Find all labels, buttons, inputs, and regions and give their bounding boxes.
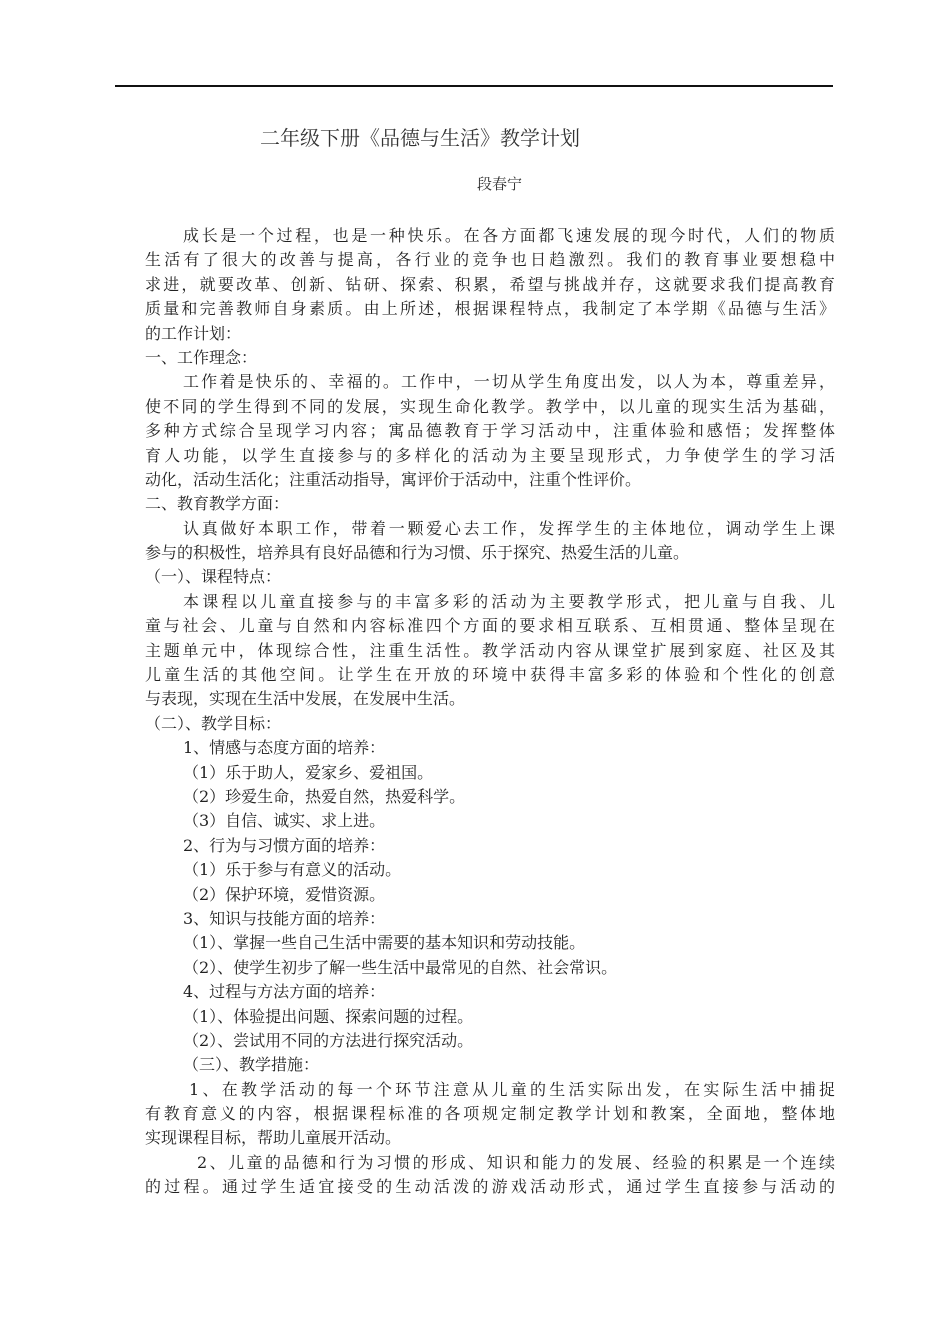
body-line: 与表现，实现在生活中发展，在发展中生活。 [145, 689, 466, 709]
body-line: 求进，就要改革、创新、钻研、探索、积累，希望与挑战并存，这就要求我们提高教育 [145, 274, 835, 294]
list-item: （1）、体验提出问题、探索问题的过程。 [183, 1006, 474, 1026]
body-line: 2、儿童的品德和行为习惯的形成、知识和能力的发展、经验的积累是一个连续 [197, 1152, 835, 1172]
body-line: 使不同的学生得到不同的发展，实现生命化教学。教学中，以儿童的现实生活为基础， [145, 396, 835, 416]
list-item: （3）自信、诚实、求上进。 [183, 811, 386, 831]
body-line: 主题单元中，体现综合性，注重生活性。教学活动内容从课堂扩展到家庭、社区及其 [145, 640, 835, 660]
list-item: （2）、尝试用不同的方法进行探究活动。 [183, 1030, 474, 1050]
list-item: （1）乐于助人，爱家乡、爱祖国。 [183, 762, 434, 782]
body-line: 成长是一个过程，也是一种快乐。在各方面都飞速发展的现今时代，人们的物质 [183, 226, 835, 245]
list-heading: 3、知识与技能方面的培养： [183, 908, 386, 928]
body-line: 1、在教学活动的每一个环节注意从儿童的生活实际出发，在实际生活中捕捉 [189, 1079, 835, 1099]
list-item: （1）乐于参与有意义的活动。 [183, 860, 402, 880]
body-line: 儿童生活的其他空间。让学生在开放的环境中获得丰富多彩的体验和个性化的创意 [145, 665, 835, 685]
list-heading: 4、过程与方法方面的培养： [183, 982, 386, 1002]
body-line: 育人功能，以学生直接参与的多样化的活动为主要呈现形式，力争使学生的学习活 [145, 445, 835, 465]
body-line: 有教育意义的内容，根据课程标准的各项规定制定教学计划和教案，全面地，整体地 [145, 1104, 835, 1124]
subsection-heading: （一）、课程特点： [145, 567, 282, 587]
subsection-heading: （三）、教学措施： [183, 1055, 320, 1075]
list-item: （2）珍爱生命，热爱自然，热爱科学。 [183, 786, 466, 806]
body-line: 的工作计划： [145, 323, 242, 343]
list-item: （2）保护环境，爱惜资源。 [183, 884, 386, 904]
document-author: 段春宁 [477, 175, 523, 193]
body-line: 童与社会、儿童与自然和内容标准四个方面的要求相互联系、互相贯通、整体呈现在 [145, 616, 835, 636]
body-line: 认真做好本职工作，带着一颗爱心去工作，发挥学生的主体地位，调动学生上课 [183, 518, 835, 538]
list-heading: 2、行为与习惯方面的培养： [183, 835, 386, 855]
body-line: 实现课程目标，帮助儿童展开活动。 [145, 1128, 402, 1148]
document-title: 二年级下册《品德与生活》教学计划 [260, 126, 580, 150]
body-line: 本课程以儿童直接参与的丰富多彩的活动为主要教学形式，把儿童与自我、儿 [183, 591, 835, 611]
body-line: 质量和完善教师自身素质。由上所述，根据课程特点，我制定了本学期《品德与生活》 [145, 299, 835, 319]
subsection-heading: （二）、教学目标： [145, 713, 282, 733]
section-heading: 一、工作理念： [145, 347, 258, 367]
section-heading: 二、教育教学方面： [145, 494, 290, 514]
list-heading: 1、情感与态度方面的培养： [183, 738, 386, 758]
body-line: 生活有了很大的改善与提高，各行业的竞争也日趋激烈。我们的教育事业要想稳中 [145, 250, 835, 270]
body-line: 参与的积极性，培养具有良好品德和行为习惯、乐于探究、热爱生活的儿童。 [145, 543, 690, 563]
list-item: （1）、掌握一些自己生活中需要的基本知识和劳动技能。 [183, 933, 586, 953]
header-rule [115, 85, 833, 87]
body-line: 的过程。通过学生适宜接受的生动活泼的游戏活动形式，通过学生直接参与活动的 [145, 1177, 835, 1197]
body-line: 工作着是快乐的、幸福的。工作中，一切从学生角度出发，以人为本，尊重差异， [183, 372, 835, 392]
document-body [145, 224, 835, 1200]
list-item: （2）、使学生初步了解一些生活中最常见的自然、社会常识。 [183, 957, 618, 977]
body-line: 多种方式综合呈现学习内容；寓品德教育于学习活动中，注重体验和感悟；发挥整体 [145, 421, 835, 441]
body-line: 动化，活动生活化；注重活动指导，寓评价于活动中，注重个性评价。 [145, 469, 642, 489]
